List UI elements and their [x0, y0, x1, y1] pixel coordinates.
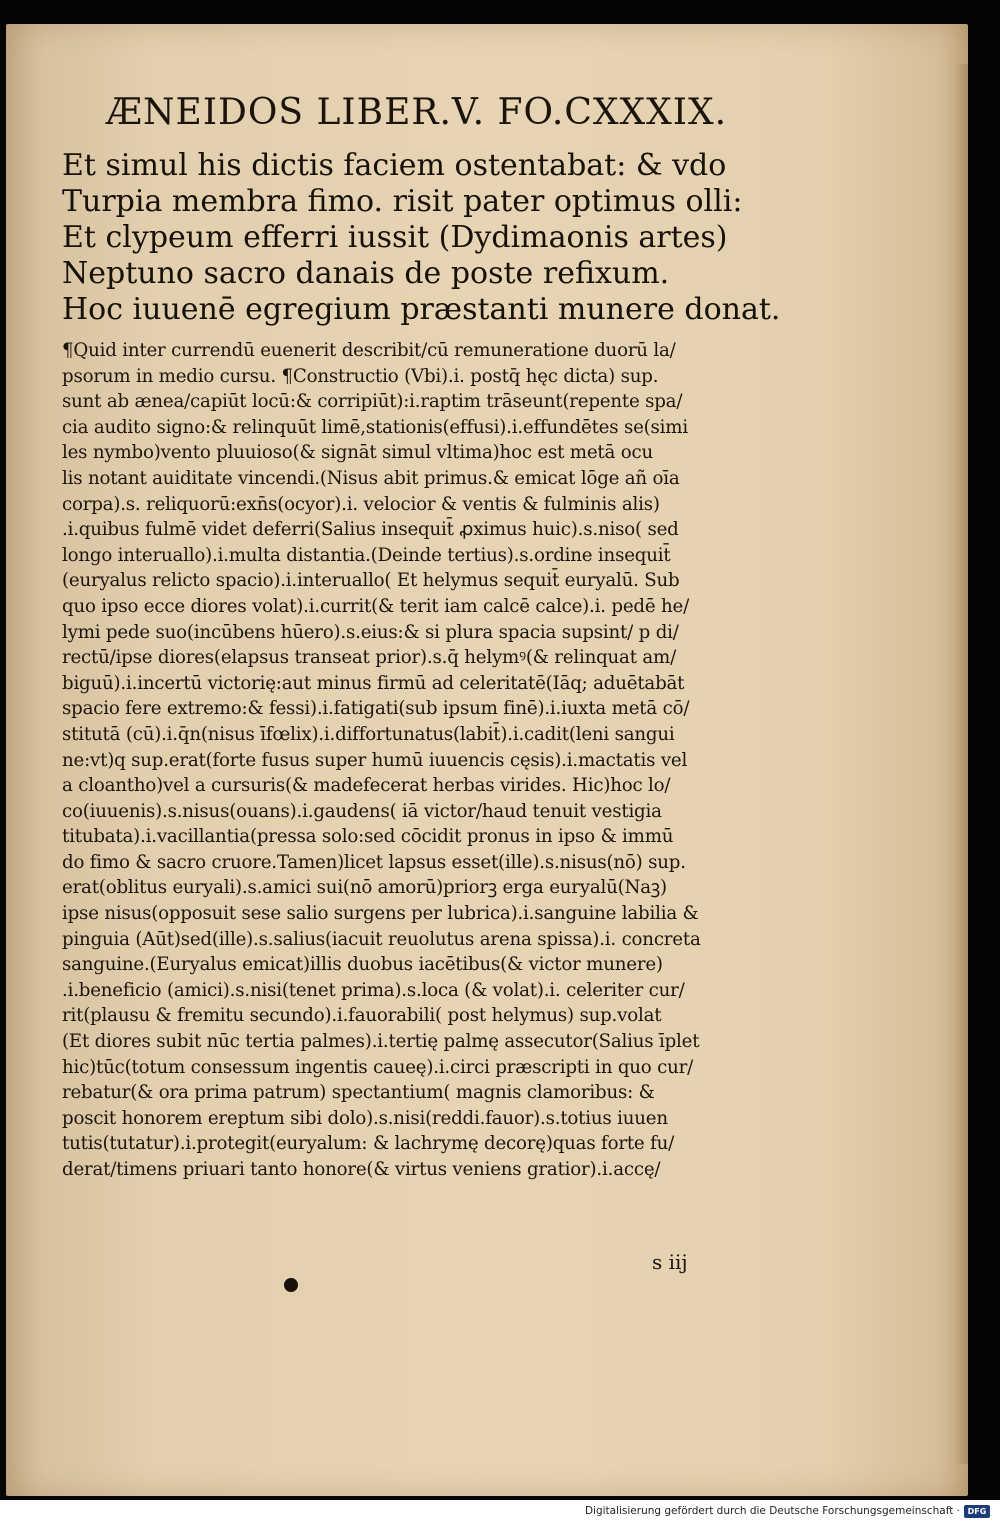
commentary-line: tutis(tutatur).i.protegit(euryalum: & lachrymę decorę)quas forte fu/	[62, 1133, 675, 1155]
verse-line: Hoc iuuenē egregium præstanti munere donat.	[62, 292, 781, 327]
commentary-line: spacio fere extremo:& fessi).i.fatigati(sub ipsum finē).i.iuxta metā cō/	[62, 698, 690, 720]
commentary-line: rit(plausu & fremitu secundo).i.fauorabili( post helymus) sup.volat	[62, 1005, 662, 1027]
commentary-line: biguū).i.incertū victorię:aut minus firmū ad celeritatē(Iāq; aduētabāt	[62, 672, 685, 694]
commentary-line: longo interuallo).i.multa distantia.(Deinde tertius).s.ordine insequit̄	[62, 544, 671, 566]
commentary-line: .i.quibus fulmē videt deferri(Salius insequit̄ ꝓximus huic).s.niso( sed	[62, 519, 679, 541]
commentary-line: ¶Quid inter currendū euenerit describit/cū remuneratione duorū la/	[62, 340, 676, 361]
verse-line: Et simul his dictis faciem ostentabat: & vdo	[62, 148, 727, 183]
commentary-line: cia audito signo:& relinquūt limē,stationis(effusi).i.effundētes se(simi	[62, 416, 688, 438]
commentary-line: psorum in medio cursu. ¶Constructio (Vbi).i. postq̄ hęc dicta) sup.	[62, 365, 659, 387]
commentary-line: poscit honorem ereptum sibi dolo).s.nisi(reddi.fauor).s.totius iuuen	[62, 1107, 668, 1129]
verse-line: Turpia membra fimo. risit pater optimus olli:	[62, 184, 743, 219]
commentary-line: sanguine.(Euryalus emicat)illis duobus iacētibus(& victor munere)	[62, 954, 663, 976]
page-edge-shadow	[954, 64, 968, 1464]
verse-line: Et clypeum efferri iussit (Dydimaonis artes)	[62, 220, 728, 255]
commentary-line: hic)tūc(totum consessum ingentis caueę).i.circi præscripti in quo cur/	[62, 1056, 694, 1078]
footer-credit: Digitalisierung gefördert durch die Deutsche Forschungsgemeinschaft ·	[584, 1505, 960, 1517]
commentary-line: lis notant auiditate vincendi.(Nisus abit primus.& emicat lōge añ oīa	[62, 467, 680, 489]
commentary-line: quo ipso ecce diores volat).i.currit(& terit iam calcē calce).i. pedē he/	[62, 595, 690, 617]
binding-hole	[284, 1278, 298, 1292]
commentary-line: do fimo & sacro cruore.Tamen)licet lapsus esset(ille).s.nisus(nō) sup.	[62, 851, 686, 873]
commentary-line: (euryalus relicto spacio).i.interuallo( Et helymus sequit̄ euryalū. Sub	[62, 570, 680, 592]
signature-mark: s iij	[652, 1250, 688, 1274]
verse-block	[62, 148, 922, 328]
commentary-line: ne:vt)q sup.erat(forte fusus super humū iuuencis cęsis).i.mactatis vel	[62, 749, 688, 771]
commentary-block	[62, 338, 922, 1183]
commentary-line: les nymbo)vento pluuioso(& signāt simul vltima)hoc est metā ocu	[62, 442, 653, 464]
commentary-line: rectū/ipse diores(elapsus transeat prior).s.q̄ helymꝰ(& relinquat am/	[62, 647, 676, 669]
commentary-line: co(iuuenis).s.nisus(ouans).i.gaudens( iā victor/haud tenuit vestigia	[62, 800, 662, 822]
commentary-line: pinguia (Aūt)sed(ille).s.salius(iacuit reuolutus arena spissa).i. concreta	[62, 928, 701, 950]
commentary-line: ipse nisus(opposuit sese salio surgens per lubrica).i.sanguine labilia &	[62, 903, 699, 925]
commentary-line: sunt ab ænea/capiūt locū:& corripiūt):i.raptim trāseunt(repente spa/	[62, 391, 683, 413]
commentary-line: rebatur(& ora prima patrum) spectantium( magnis clamoribus: &	[62, 1082, 655, 1104]
commentary-line: erat(oblitus euryali).s.amici sui(nō amorū)priorꝫ erga euryalū(Naꝫ)	[62, 877, 667, 899]
commentary-line: lymi pede suo(incūbens hūero).s.eius:& si plura spacia supsint/ p di/	[62, 621, 679, 643]
commentary-line: a cloantho)vel a cursuris(& madefecerat herbas virides. Hic)hoc lo/	[62, 775, 671, 797]
commentary-line: derat/timens priuari tanto honore(& virtus veniens gratior).i.accę/	[62, 1159, 661, 1180]
running-header: ÆNEIDOS LIBER.V. FO.CXXXIX.	[106, 92, 728, 133]
commentary-line: .i.beneficio (amici).s.nisi(tenet prima).s.loca (& volat).i. celeriter cur/	[62, 979, 685, 1001]
digitization-footer	[0, 1500, 1000, 1524]
commentary-line: stitutā (cū).i.q̄n(nisus īfœlix).i.diffortunatus(labit̄).i.cadit(leni sangui	[62, 723, 675, 745]
commentary-line: (Et diores subit nūc tertia palmes).i.tertię palmę assecutor(Salius īplet	[62, 1031, 700, 1053]
dfg-logo: DFG	[964, 1505, 990, 1518]
verse-line: Neptuno sacro danais de poste refixum.	[62, 256, 670, 291]
commentary-line: titubata).i.vacillantia(pressa solo:sed cōcidit pronus in ipso & immū	[62, 826, 674, 848]
commentary-line: corpa).s. reliquorū:exn̄s(ocyor).i. velocior & ventis & fulminis alis)	[62, 493, 660, 515]
